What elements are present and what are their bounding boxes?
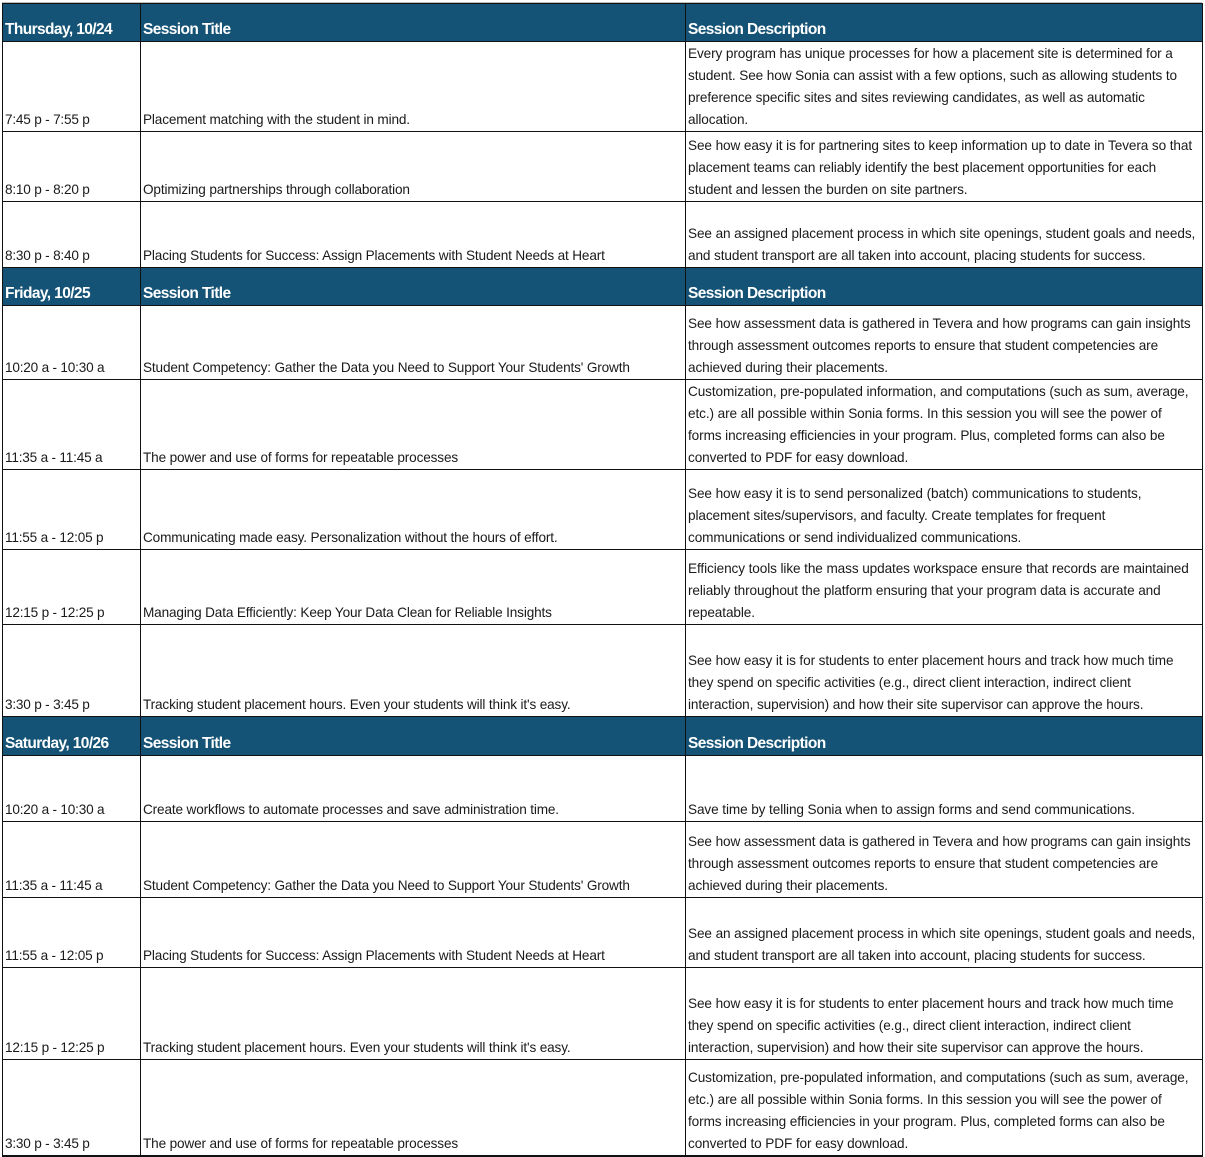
column-header-description[interactable]: Session Description <box>686 717 1203 756</box>
session-schedule-table <box>2 3 1203 1157</box>
session-description[interactable]: See an assigned placement process in which site openings, student goals and needs, and student transport are all taken into account, placing students for success. <box>686 202 1203 268</box>
column-header-title[interactable]: Session Title <box>141 4 686 42</box>
day-label[interactable]: Friday, 10/25 <box>3 268 141 306</box>
session-description[interactable]: Save time by telling Sonia when to assign forms and send communications. <box>686 756 1203 822</box>
session-row <box>3 202 1203 268</box>
column-header-title[interactable]: Session Title <box>141 268 686 306</box>
day-header-row <box>3 4 1203 42</box>
session-title[interactable]: Optimizing partnerships through collaboration <box>141 132 686 202</box>
session-description[interactable]: See how easy it is for students to enter placement hours and track how much time they spend on specific activities (e.g., direct client interaction, indirect client interaction, supervision) and how their site supervisor can approve the hours. <box>686 968 1203 1060</box>
session-title[interactable]: Placing Students for Success: Assign Placements with Student Needs at Heart <box>141 898 686 968</box>
session-time[interactable]: 11:35 a - 11:45 a <box>3 380 141 470</box>
session-row <box>3 625 1203 717</box>
session-description[interactable]: See an assigned placement process in which site openings, student goals and needs, and student transport are all taken into account, placing students for success. <box>686 898 1203 968</box>
session-description[interactable]: Every program has unique processes for how a placement site is determined for a student. See how Sonia can assist with a few options, such as allowing students to preference specific sites and sites reviewing candidates, as well as automatic allocation. <box>686 42 1203 132</box>
session-description[interactable]: Customization, pre-populated information, and computations (such as sum, average, etc.) are all possible within Sonia forms. In this session you will see the power of forms increasing efficiencies in your program. Plus, completed forms can also be converted to PDF for easy download. <box>686 380 1203 470</box>
session-row <box>3 132 1203 202</box>
session-row <box>3 306 1203 380</box>
column-header-description[interactable]: Session Description <box>686 268 1203 306</box>
day-label[interactable]: Thursday, 10/24 <box>3 4 141 42</box>
session-title[interactable]: Student Competency: Gather the Data you Need to Support Your Students' Growth <box>141 306 686 380</box>
session-description[interactable]: See how easy it is for students to enter placement hours and track how much time they spend on specific activities (e.g., direct client interaction, indirect client interaction, supervision) and how their site supervisor can approve the hours. <box>686 625 1203 717</box>
session-time[interactable]: 3:30 p - 3:45 p <box>3 1060 141 1156</box>
session-time[interactable]: 10:20 a - 10:30 a <box>3 756 141 822</box>
session-row <box>3 380 1203 470</box>
session-title[interactable]: Student Competency: Gather the Data you Need to Support Your Students' Growth <box>141 822 686 898</box>
session-row <box>3 550 1203 625</box>
session-time[interactable]: 12:15 p - 12:25 p <box>3 968 141 1060</box>
session-title[interactable]: Placing Students for Success: Assign Placements with Student Needs at Heart <box>141 202 686 268</box>
session-title[interactable]: The power and use of forms for repeatable processes <box>141 1060 686 1156</box>
session-description[interactable]: See how easy it is to send personalized (batch) communications to students, placement sites/supervisors, and faculty. Create templates for frequent communications or send individualized communications. <box>686 470 1203 550</box>
session-row <box>3 822 1203 898</box>
session-row <box>3 470 1203 550</box>
session-row <box>3 1060 1203 1156</box>
session-title[interactable]: Tracking student placement hours. Even your students will think it's easy. <box>141 625 686 717</box>
session-time[interactable]: 11:55 a - 12:05 p <box>3 470 141 550</box>
session-description[interactable]: Efficiency tools like the mass updates workspace ensure that records are maintained reliably throughout the platform ensuring that your program data is accurate and repeatable. <box>686 550 1203 625</box>
session-time[interactable]: 8:30 p - 8:40 p <box>3 202 141 268</box>
session-row <box>3 898 1203 968</box>
session-row <box>3 42 1203 132</box>
session-description[interactable]: Customization, pre-populated information, and computations (such as sum, average, etc.) are all possible within Sonia forms. In this session you will see the power of forms increasing efficiencies in your program. Plus, completed forms can also be converted to PDF for easy download. <box>686 1060 1203 1156</box>
session-title[interactable]: Managing Data Efficiently: Keep Your Data Clean for Reliable Insights <box>141 550 686 625</box>
session-time[interactable]: 7:45 p - 7:55 p <box>3 42 141 132</box>
session-title[interactable]: The power and use of forms for repeatable processes <box>141 380 686 470</box>
column-header-description[interactable]: Session Description <box>686 4 1203 42</box>
session-row <box>3 968 1203 1060</box>
session-title[interactable]: Create workflows to automate processes and save administration time. <box>141 756 686 822</box>
session-time[interactable]: 10:20 a - 10:30 a <box>3 306 141 380</box>
day-header-row <box>3 268 1203 306</box>
day-header-row <box>3 717 1203 756</box>
session-time[interactable]: 8:10 p - 8:20 p <box>3 132 141 202</box>
session-time[interactable]: 11:55 a - 12:05 p <box>3 898 141 968</box>
session-row <box>3 756 1203 822</box>
column-header-title[interactable]: Session Title <box>141 717 686 756</box>
session-title[interactable]: Communicating made easy. Personalization without the hours of effort. <box>141 470 686 550</box>
session-description[interactable]: See how easy it is for partnering sites to keep information up to date in Tevera so that placement teams can reliably identify the best placement opportunities for each student and lessen the burden on site partners. <box>686 132 1203 202</box>
session-time[interactable]: 11:35 a - 11:45 a <box>3 822 141 898</box>
session-time[interactable]: 12:15 p - 12:25 p <box>3 550 141 625</box>
session-description[interactable]: See how assessment data is gathered in Tevera and how programs can gain insights through assessment outcomes reports to ensure that student competencies are achieved during their placements. <box>686 822 1203 898</box>
session-title[interactable]: Placement matching with the student in mind. <box>141 42 686 132</box>
session-time[interactable]: 3:30 p - 3:45 p <box>3 625 141 717</box>
session-description[interactable]: See how assessment data is gathered in Tevera and how programs can gain insights through assessment outcomes reports to ensure that student competencies are achieved during their placements. <box>686 306 1203 380</box>
day-label[interactable]: Saturday, 10/26 <box>3 717 141 756</box>
session-title[interactable]: Tracking student placement hours. Even your students will think it's easy. <box>141 968 686 1060</box>
